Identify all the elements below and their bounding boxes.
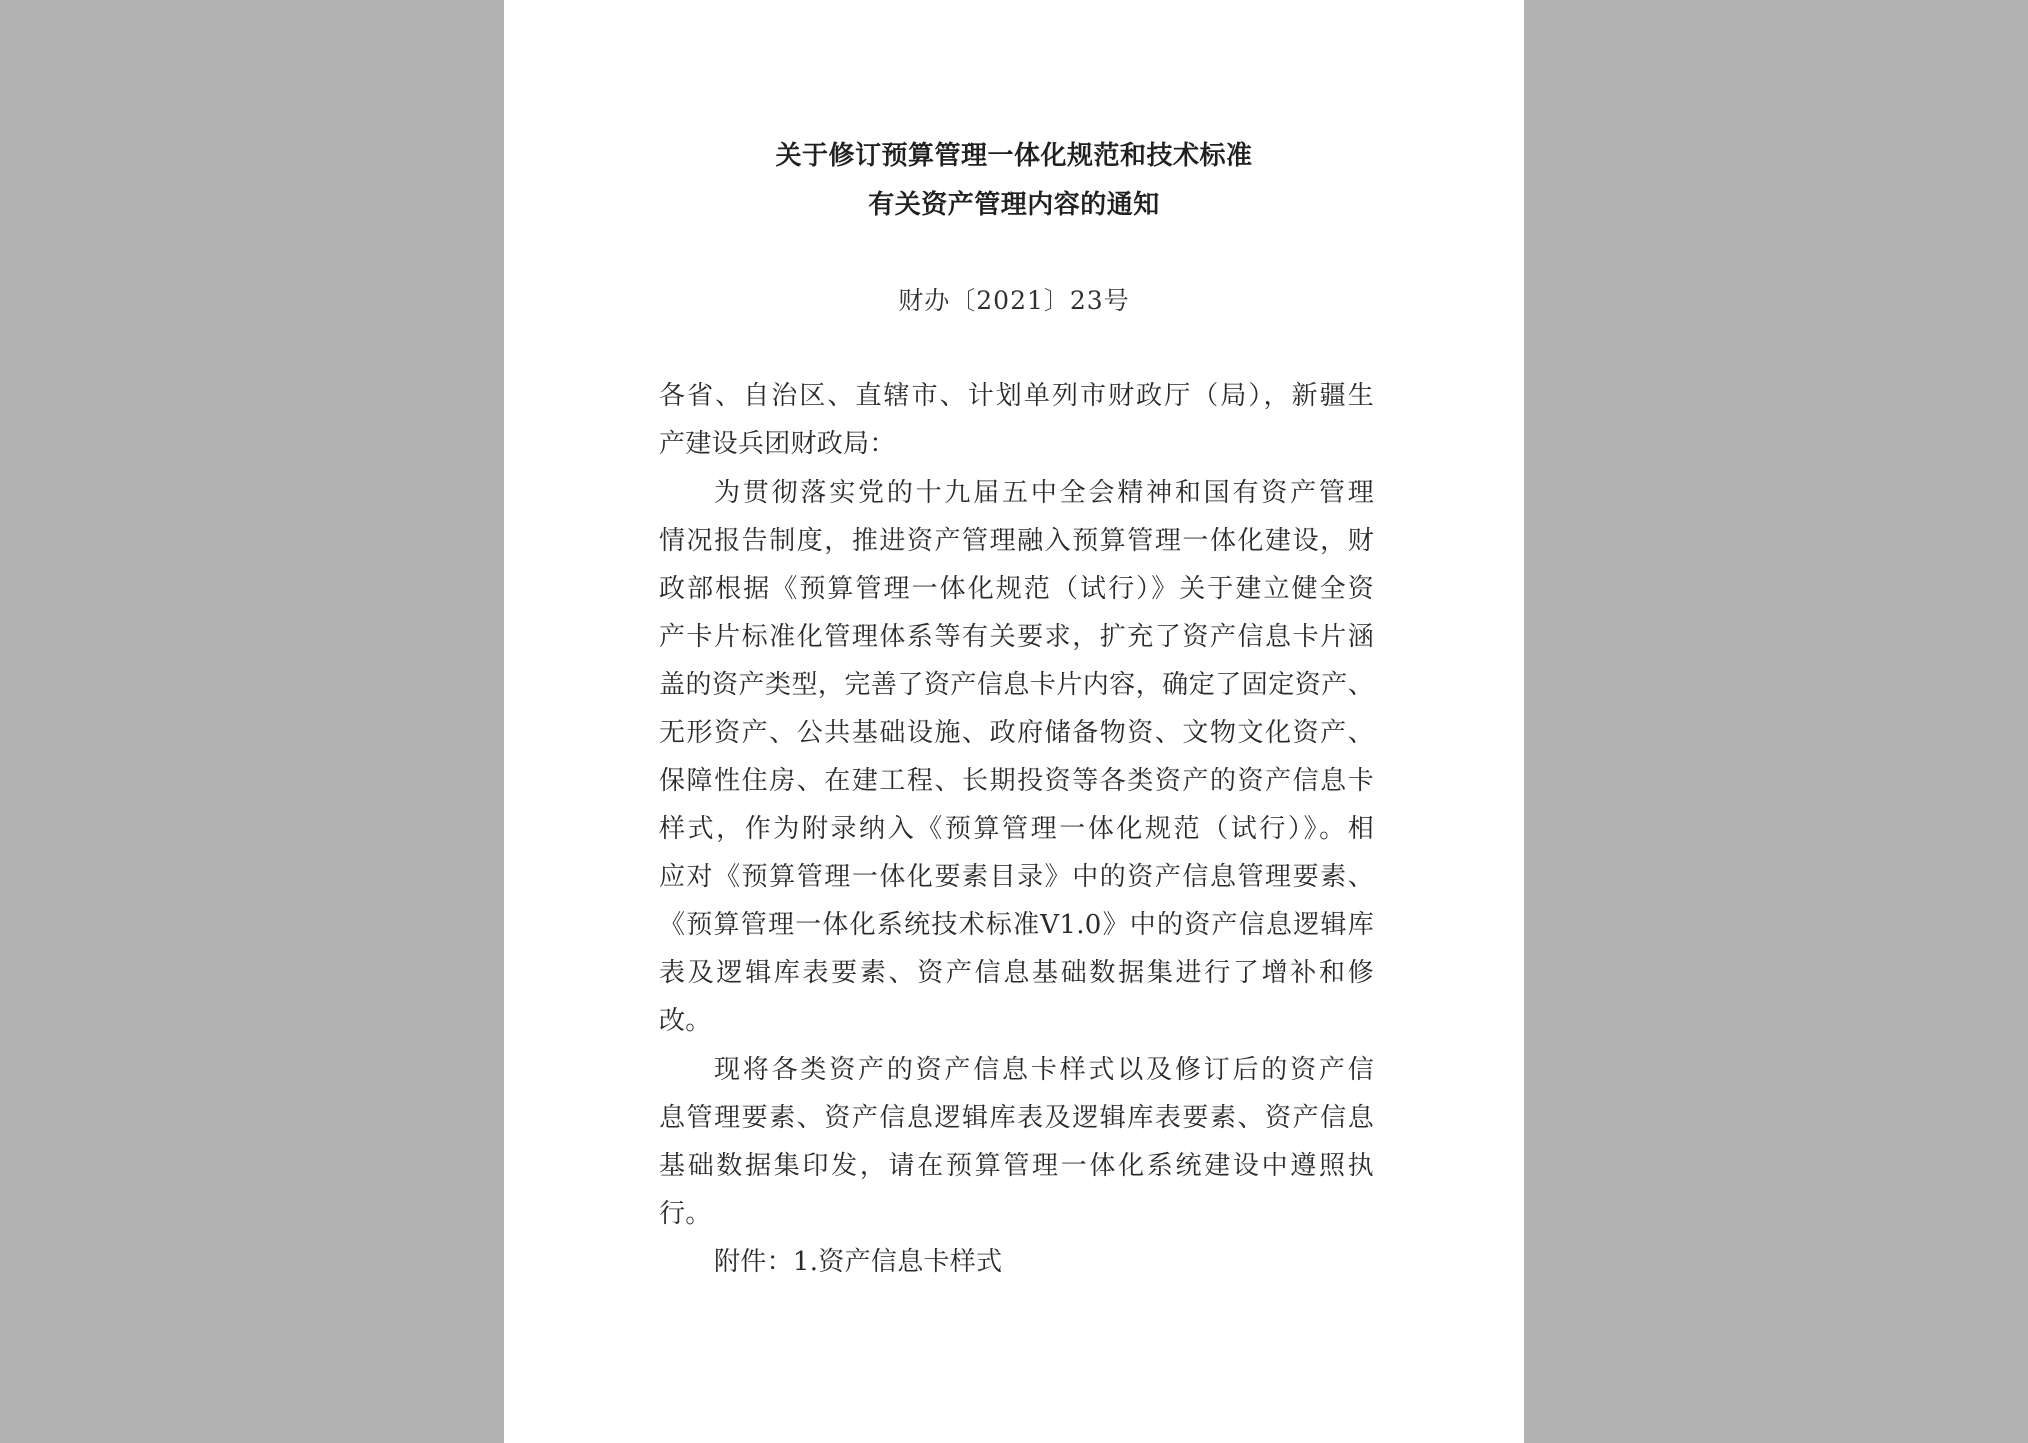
paragraph-2-line: 现将各类资产的资产信息卡样式以及修订后的资产信: [714, 1055, 1374, 1085]
paragraph-1-line: 情况报告制度，推进资产管理融入预算管理一体化建设，财: [659, 526, 1374, 556]
paragraph-1-line: 《预算管理一体化系统技术标准V1.0》中的资产信息逻辑库: [659, 910, 1374, 940]
paragraph-1-line: 应对《预算管理一体化要素目录》中的资产信息管理要素、: [659, 862, 1374, 892]
document-page: [504, 0, 1524, 1443]
document-title-line-2: 有关资产管理内容的通知: [868, 190, 1160, 220]
addressee-line-1: 各省、自治区、直辖市、计划单列市财政厅（局），新疆生: [659, 381, 1374, 411]
paragraph-1-line: 产卡片标准化管理体系等有关要求，扩充了资产信息卡片涵: [659, 622, 1374, 652]
paragraph-2-line: 基础数据集印发，请在预算管理一体化系统建设中遵照执: [659, 1151, 1374, 1181]
paragraph-1-line: 保障性住房、在建工程、长期投资等各类资产的资产信息卡: [659, 766, 1374, 796]
addressee-line-2: 产建设兵团财政局：: [659, 429, 896, 459]
paragraph-2-line: 行。: [659, 1199, 712, 1229]
paragraph-1-line: 改。: [659, 1006, 712, 1036]
paragraph-2-line: 息管理要素、资产信息逻辑库表及逻辑库表要素、资产信息: [659, 1103, 1374, 1133]
paragraph-1-line: 为贯彻落实党的十九届五中全会精神和国有资产管理: [714, 478, 1374, 508]
paragraph-1-line: 样式，作为附录纳入《预算管理一体化规范（试行）》。相: [659, 814, 1374, 844]
paragraph-1-line: 表及逻辑库表要素、资产信息基础数据集进行了增补和修: [659, 958, 1374, 988]
document-title-line-1: 关于修订预算管理一体化规范和技术标准: [775, 141, 1253, 171]
paragraph-1-line: 无形资产、公共基础设施、政府储备物资、文物文化资产、: [659, 718, 1374, 748]
paragraph-1-line: 政部根据《预算管理一体化规范（试行）》关于建立健全资: [659, 574, 1374, 604]
document-number: 财办〔2021〕23号: [898, 286, 1130, 315]
paragraph-1-line: 盖的资产类型，完善了资产信息卡片内容，确定了固定资产、: [659, 670, 1374, 700]
attachment-line: 附件：1.资产信息卡样式: [714, 1247, 1003, 1277]
